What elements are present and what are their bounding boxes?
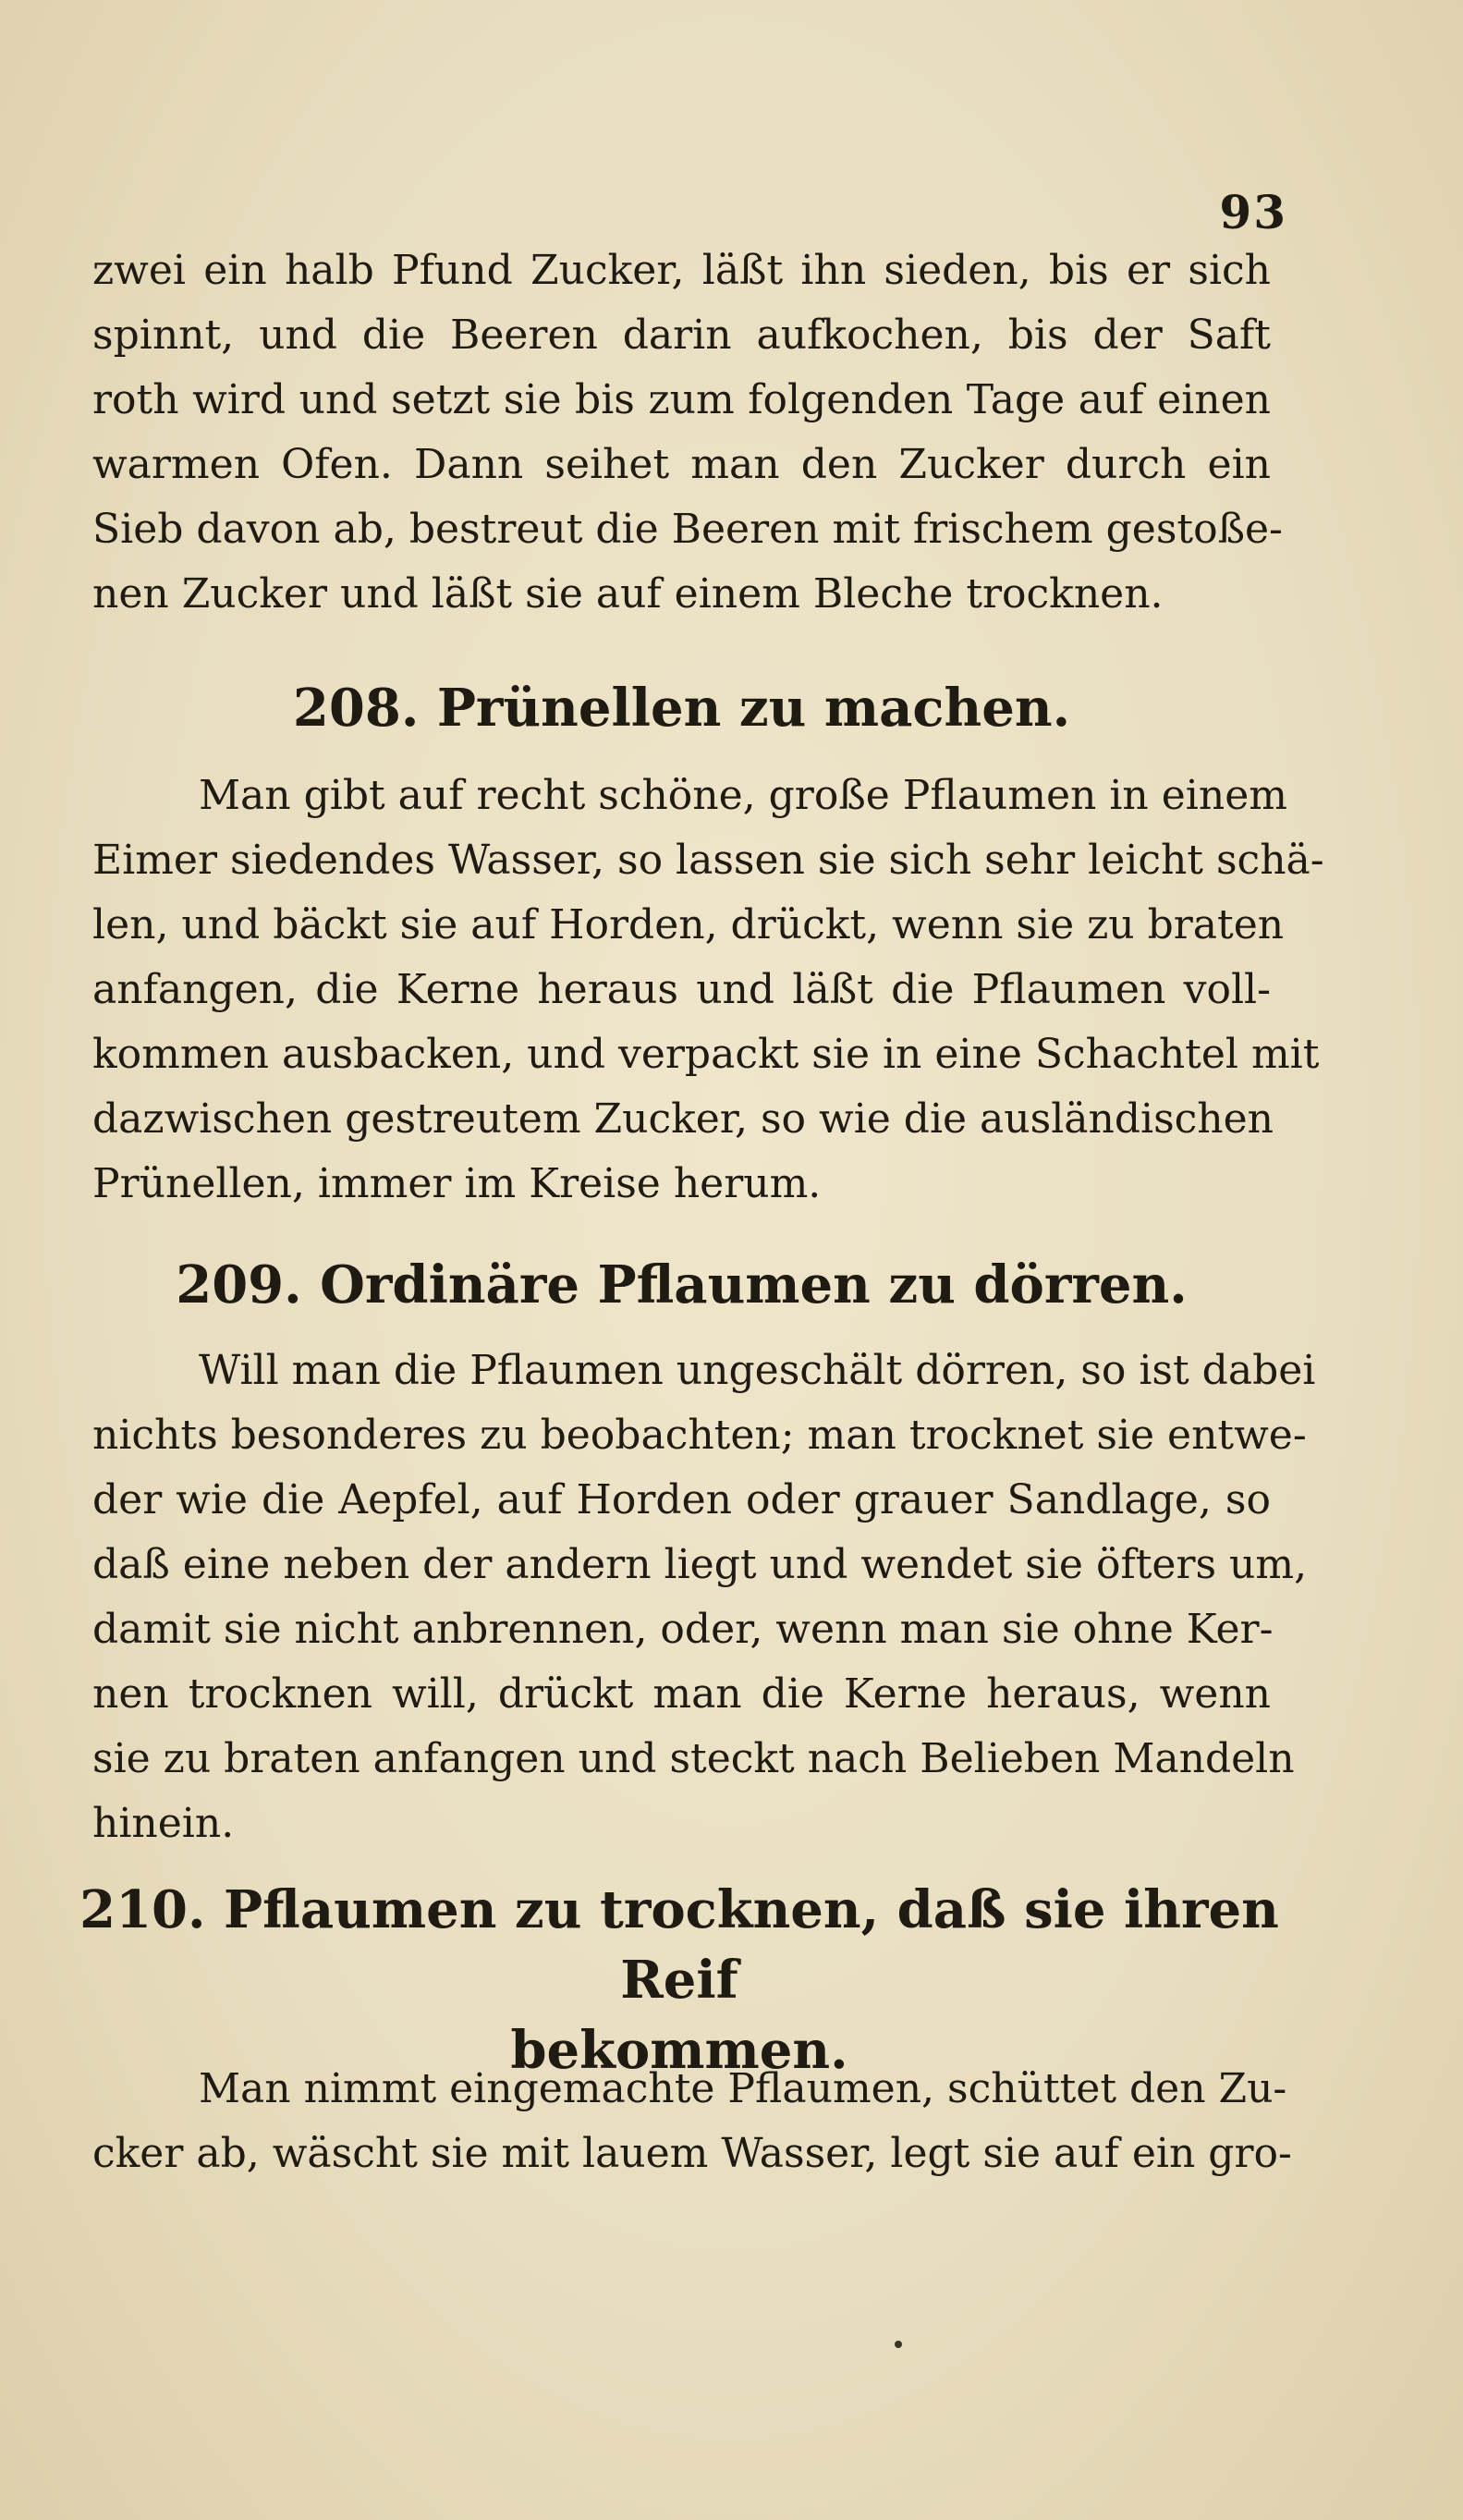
- section-number: 209.: [176, 1254, 302, 1315]
- text-line: Prünellen, immer im Kreise herum.: [92, 1160, 822, 1207]
- section-title: Ordinäre Pflaumen zu dörren.: [320, 1254, 1188, 1315]
- text-line: nichts besonderes zu beobachten; man trocknet sie entwe-: [92, 1412, 1307, 1459]
- text-line: dazwischen gestreutem Zucker, so wie die ausländischen: [92, 1095, 1274, 1143]
- text-line: kommen ausbacken, und verpackt sie in eine Schachtel mit: [92, 1031, 1320, 1078]
- text-line: Eimer siedendes Wasser, so lassen sie sich sehr leicht schä-: [92, 837, 1324, 884]
- text-line: warmen Ofen. Dann seihet man den Zucker durch ein: [92, 441, 1271, 488]
- section-title-line1: Pflaumen zu trocknen, daß sie ihren Reif: [224, 1879, 1279, 2011]
- section-heading-209: [92, 1250, 1271, 1320]
- text-line: zwei ein halb Pfund Zucker, läßt ihn sieden, bis er sich: [92, 247, 1271, 294]
- section-number: 210.: [79, 1879, 206, 1940]
- section-title-line2: bekommen.: [510, 2020, 848, 2081]
- page-number: 93: [1219, 185, 1287, 239]
- text-line: Man nimmt eingemachte Pflaumen, schüttet den Zu-: [199, 2065, 1287, 2112]
- text-line: daß eine neben der andern liegt und wendet sie öfters um,: [92, 1541, 1308, 1588]
- text-line: Will man die Pflaumen ungeschält dörren, so ist dabei: [199, 1347, 1316, 1394]
- text-line: der wie die Aepfel, auf Horden oder grauer Sandlage, so: [92, 1476, 1271, 1523]
- section-heading-210: [74, 1875, 1285, 2086]
- text-line: sie zu braten anfangen und steckt nach Belieben Mandeln: [92, 1735, 1295, 1782]
- section-number: 208.: [292, 678, 420, 739]
- text-line: nen trocknen will, drückt man die Kerne heraus, wenn: [92, 1670, 1271, 1718]
- text-line: nen Zucker und läßt sie auf einem Bleche trocknen.: [92, 570, 1164, 618]
- text-line: roth wird und setzt sie bis zum folgenden Tage auf einen: [92, 376, 1271, 423]
- text-line: cker ab, wäscht sie mit lauem Wasser, legt sie auf ein gro-: [92, 2130, 1292, 2177]
- ink-speck: [895, 2341, 902, 2348]
- text-line: spinnt, und die Beeren darin aufkochen, bis der Saft: [92, 312, 1271, 359]
- text-line: damit sie nicht anbrennen, oder, wenn man sie ohne Ker-: [92, 1606, 1274, 1653]
- text-line: len, und bäckt sie auf Horden, drückt, wenn sie zu braten: [92, 901, 1285, 948]
- continuation-paragraph: [92, 239, 1283, 627]
- text-line: hinein.: [92, 1800, 235, 1847]
- section-title: Prünellen zu machen.: [436, 678, 1071, 739]
- text-line: anfangen, die Kerne heraus und läßt die Pflaumen voll-: [92, 966, 1271, 1013]
- section-heading-208: [92, 673, 1271, 743]
- section-208-paragraph: [92, 764, 1324, 1217]
- section-209-paragraph: [92, 1339, 1316, 1856]
- text-line: Man gibt auf recht schöne, große Pflaumen in einem: [199, 772, 1287, 819]
- section-210-paragraph: [92, 2057, 1292, 2186]
- text-line: Sieb davon ab, bestreut die Beeren mit frischem gestoße-: [92, 506, 1283, 553]
